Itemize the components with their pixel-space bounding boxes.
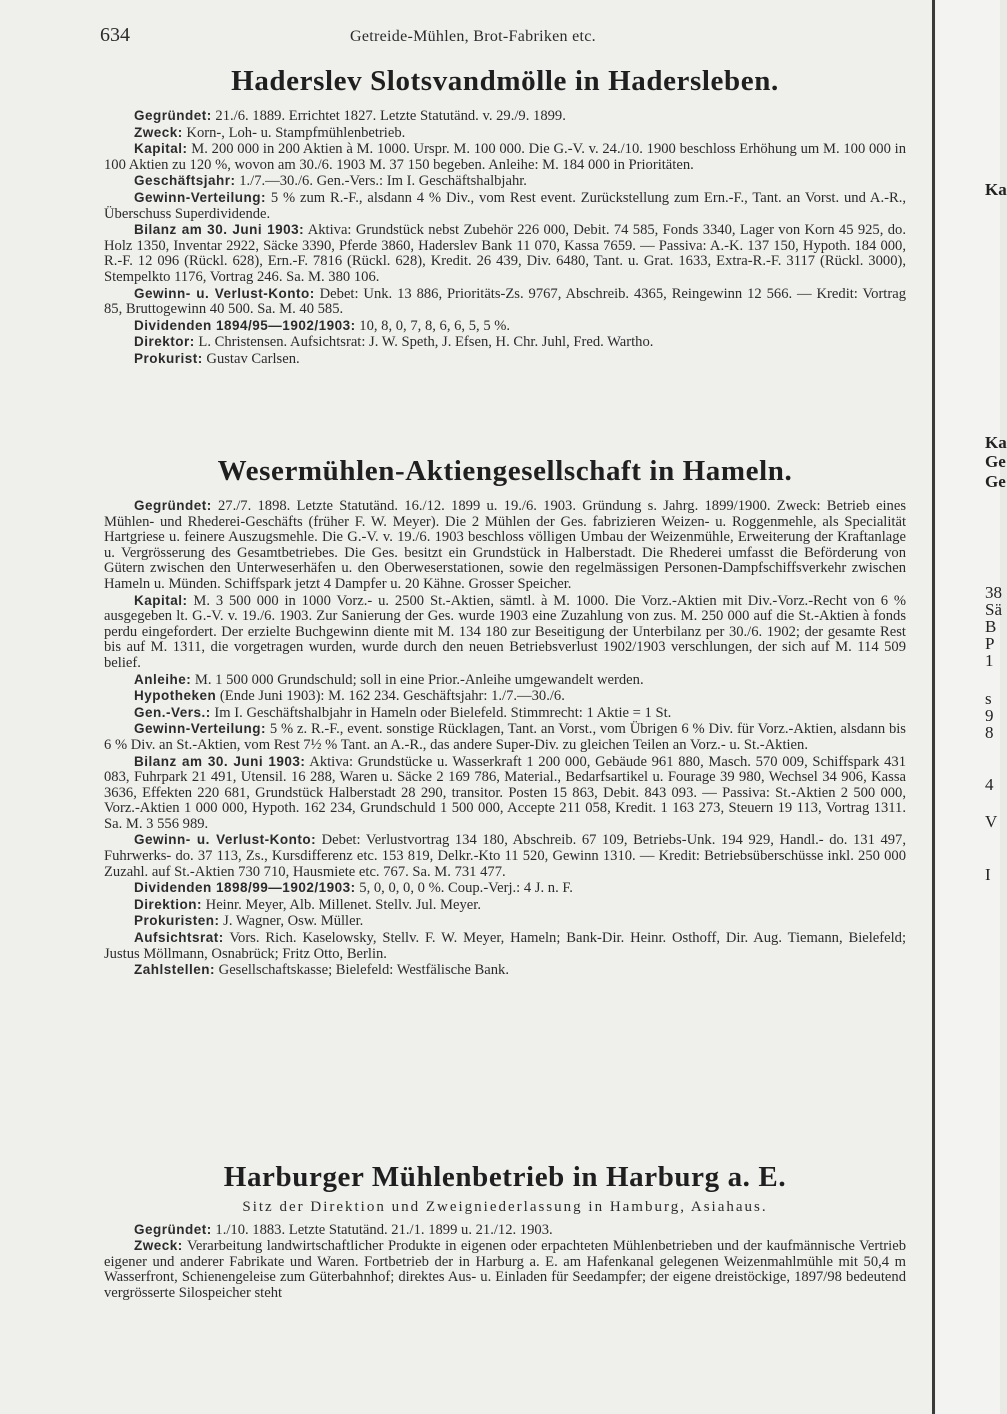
entry-key: Zweck: xyxy=(134,124,183,140)
company-title: Wesermühlen-Aktiengesellschaft in Hameln. xyxy=(217,455,793,487)
entry-paragraph xyxy=(104,125,906,142)
entry-text: 5, 0, 0, 0, 0 %. Coup.-Verj.: 4 J. n. F. xyxy=(355,880,573,897)
entry-paragraph xyxy=(104,1238,906,1301)
edge-fragment: 38 xyxy=(985,583,1002,602)
page-number: 634 xyxy=(100,24,130,46)
running-header xyxy=(100,24,920,54)
edge-fragment: 8 xyxy=(985,723,994,742)
entry-paragraph xyxy=(104,173,906,190)
entry-text: (Ende Juni 1903): M. 162 234. Geschäftsjahr: 1./7.—30./6. xyxy=(216,688,565,705)
entry-paragraph xyxy=(104,141,906,173)
edge-fragment: Ka xyxy=(985,433,1007,452)
entry-paragraph xyxy=(104,913,906,930)
entry-text: Im I. Geschäftshalbjahr in Hameln oder Bielefeld. Stimmrecht: 1 Aktie = 1 St. xyxy=(210,704,672,721)
entry-text: 1./7.—30./6. Gen.-Vers.: Im I. Geschäftshalbjahr. xyxy=(235,173,527,190)
entry-text: Gustav Carlsen. xyxy=(202,350,300,367)
edge-fragment: P xyxy=(985,634,995,653)
entry-text: Gesellschaftskasse; Bielefeld: Westfälische Bank. xyxy=(215,962,510,979)
entry-key: Kapital: xyxy=(134,141,188,157)
entry-paragraph xyxy=(104,897,906,914)
entry-text: M. 1 500 000 Grundschuld; soll in eine Prior.-Anleihe umgewandelt werden. xyxy=(191,671,644,688)
entry-paragraph xyxy=(104,962,906,979)
entry-text: 27./7. 1898. Letzte Statutänd. 16./12. 1899 u. 19./6. 1903. Gründung s. Jahrg. 1899/1900. Zweck: Betrieb eines Mühlen- und Rhederei-Geschäfts (früher F. W. Meyer). Die 2 Mühlen der Ges. fabrizieren Weizen- u. Roggenmehle, als Specialität Hartgriese u. feinere Auszugsmehle. Die G.-V. v. 19./6. 1903 beschloss völligen Umbau der Weizenmühle, Erweiterung der Kraftanlage u. Vergrösserung des Gesamtbetriebes. Die Ges. besitzt ein Grundstück in Halberstadt. Die Rhederei umfasst die Beförderung von Gütern zwischen den Unterweserhäfen u. den Oberweserstationen, sowie den regelmässigen Personen-Dampfschiffsverkehr zwischen Hameln u. Münden. Schiffspark jetzt 4 Dampfer u. 20 Kähne. Grosser Speicher. xyxy=(104,498,906,592)
company-title: Harburger Mühlenbetrieb in Harburg a. E. xyxy=(223,1161,787,1193)
edge-fragment: Ka xyxy=(985,180,1007,199)
entry-key: Anleihe: xyxy=(134,671,192,687)
entry-key: Hypotheken xyxy=(134,688,217,704)
page-gutter xyxy=(932,0,935,1414)
entry-paragraph xyxy=(104,593,906,672)
company-subtitle: Sitz der Direktion und Zweigniederlassung in Hamburg, Asiahaus. xyxy=(242,1199,768,1215)
entry-text: 5 % zum R.-F., alsdann 4 % Div., vom Rest event. Zurückstellung zum Ern.-F., Tant. an Vorst. und A.-R., Überschuss Superdividende. xyxy=(104,189,906,222)
entry-key: Prokuristen: xyxy=(134,913,220,929)
entry-paragraph xyxy=(104,190,906,222)
entry-text: J. Wagner, Osw. Müller. xyxy=(219,913,364,930)
edge-fragment: 1 xyxy=(985,651,994,670)
entry-key: Gewinn- u. Verlust-Konto: xyxy=(134,832,317,848)
entry-paragraph xyxy=(104,108,906,125)
entry-text: Heinr. Meyer, Alb. Millenet. Stellv. Jul. Meyer. xyxy=(202,896,481,913)
entry-key: Prokurist: xyxy=(134,350,203,366)
entry-text: 5 % z. R.-F., event. sonstige Rücklagen, Tant. an Vorst., vom Übrigen 6 % Div. für Vorz.-Aktien, alsdann bis 6 % Div. an St.-Aktien, vom Rest 7½ % Tant. an A.-R., das andere Super-Div. zu gleichen Teilen an Vorz.- u. St.-Aktien. xyxy=(104,721,906,753)
entry-key: Kapital: xyxy=(134,592,188,608)
entry-key: Gegründet: xyxy=(134,1221,212,1237)
entry-key: Direktor: xyxy=(134,334,195,350)
entry-paragraph xyxy=(104,754,906,833)
entry-text: Debet: Verlustvortrag 134 180, Abschreib. 67 109, Betriebs-Unk. 194 929, Handl.- do. 131 497, Fuhrwerks- do. 37 113, Zs., Kursdifferenz etc. 153 819, Delkr.-Kto 11 520, Gewinn 1310. — Kredit: Betriebsüberschüsse inkl. 250 000 Zuzahl. auf St.-Aktien 730 710, Hausmiete etc. 767. Sa. M. 731 477. xyxy=(104,832,906,880)
entry-paragraph xyxy=(104,672,906,689)
entry-key: Dividenden 1898/99—1902/1903: xyxy=(134,880,356,896)
entry-key: Gewinn- u. Verlust-Konto: xyxy=(134,285,315,301)
entry-key: Gegründet: xyxy=(134,108,212,123)
company-title: Haderslev Slotsvandmölle in Hadersleben. xyxy=(231,65,779,97)
entry-text: Aktiva: Grundstück nebst Zubehör 226 000, Debit. 74 585, Fonds 3340, Lager von Korn 45 925, do. Holz 1350, Inventar 2922, Säcke 3390, Pferde 3860, Haderslev Bank 11 070, Kassa 7659. — Passiva: A.-K. 137 150, Hypoth. 184 000, R.-F. 12 096 (Rückl. 628), Ern.-F. 7816 (Rückl. 628), Kredit. 26 439, Div. 6480, Tant. u. Grat. 1633, Extra-R.-F. 3117 (Rückl. 3000), Stempelkto 1176, Vortrag 246. Sa. M. 380 106. xyxy=(104,222,906,285)
entry-text: Aktiva: Grundstücke u. Wasserkraft 1 200 000, Gebäude 961 880, Masch. 570 009, Schiffspark 431 083, Fuhrpark 21 491, Utensil. 16 288, Waren u. Säcke 2 169 786, Material., Bedarfsartikel u. Fourage 39 980, Wechsel 34 906, Kassa 3636, Effekten 220 681, Grundstück Halberstadt 28 290, transitor. Posten 15 863, Debit. 843 093. — Passiva: St.-Aktien 2 500 000, Vorz.-Aktien 1 000 000, Hypoth. 162 234, Grundschuld 1 500 000, Accepte 211 058, Kredit. 1 163 273, Steuern 19 113, Vortrag 1311. Sa. M. 3 556 989. xyxy=(104,753,906,832)
entry-paragraph xyxy=(104,688,906,705)
entry-key: Zweck: xyxy=(134,1238,183,1254)
company-entry-harburger xyxy=(104,1160,906,1302)
company-entry-wesermuehlen xyxy=(104,454,906,979)
running-title: Getreide-Mühlen, Brot-Fabriken etc. xyxy=(350,28,596,45)
edge-fragment: I xyxy=(985,865,991,884)
company-entry-haderslev xyxy=(104,64,906,368)
entry-key: Bilanz am 30. Juni 1903: xyxy=(134,753,306,769)
entry-key: Direktion: xyxy=(134,896,203,912)
entry-text: Debet: Unk. 13 886, Prioritäts-Zs. 9767, Abschreib. 4365, Reingewinn 12 566. — Kredit: Vortrag 85, Bruttogewinn 40 500. Sa. M. 40 585. xyxy=(104,285,906,318)
entry-key: Aufsichtsrat: xyxy=(134,930,224,946)
entry-paragraph xyxy=(104,1222,906,1239)
entry-text: 21./6. 1889. Errichtet 1827. Letzte Statutänd. v. 29./9. 1899. xyxy=(211,108,566,124)
entry-paragraph xyxy=(104,351,906,368)
edge-fragment: V xyxy=(985,812,998,831)
entry-paragraph xyxy=(104,705,906,722)
edge-fragment: Ge xyxy=(985,452,1006,471)
entry-paragraph xyxy=(104,334,906,351)
entry-text: Vors. Rich. Kaselowsky, Stellv. F. W. Meyer, Hameln; Bank-Dir. Heinr. Osthoff, Dir. Aug. Tiemann, Bielefeld; Justus Möllmann, Osnabrück; Fritz Otto, Berlin. xyxy=(104,930,906,962)
entry-paragraph xyxy=(104,286,906,318)
entry-paragraph xyxy=(104,498,906,593)
entry-key: Dividenden 1894/95—1902/1903: xyxy=(134,317,356,333)
entry-key: Zahlstellen: xyxy=(134,962,216,978)
edge-fragment: B xyxy=(985,617,997,636)
entry-key: Bilanz am 30. Juni 1903: xyxy=(134,222,305,238)
entry-text: L. Christensen. Aufsichtsrat: J. W. Speth, J. Efsen, H. Chr. Juhl, Fred. Wartho. xyxy=(194,334,654,351)
edge-fragment: 4 xyxy=(985,775,994,794)
entry-key: Gewinn-Verteilung: xyxy=(134,189,267,205)
entry-text: 10, 8, 0, 7, 8, 6, 6, 5, 5 %. xyxy=(355,317,511,334)
entry-key: Gewinn-Verteilung: xyxy=(134,721,267,737)
entry-paragraph xyxy=(104,318,906,335)
entry-text: Korn-, Loh- u. Stampfmühlenbetrieb. xyxy=(182,124,406,141)
edge-fragment: 9 xyxy=(985,706,994,725)
entry-paragraph xyxy=(104,832,906,880)
entry-text: M. 200 000 in 200 Aktien à M. 1000. Urspr. M. 100 000. Die G.-V. v. 24./10. 1900 beschloss Erhöhung um M. 100 000 in 100 Aktien zu 120 %, wovon am 30./6. 1903 M. 37 150 begeben. Anleihe: M. 184 000 in Prioritäten. xyxy=(104,141,906,173)
entry-text: 1./10. 1883. Letzte Statutänd. 21./1. 1899 u. 21./12. 1903. xyxy=(211,1221,553,1238)
entry-text: M. 3 500 000 in 1000 Vorz.- u. 2500 St.-Aktien, sämtl. à M. 1000. Die Vorz.-Aktien mit Div.-Vorz.-Recht von 6 % ausgegeben lt. G.-V. v. 19./6. 1903. Zur Sanierung der Ges. wurde 1903 eine Zuzahlung von zus. M. 250 000 auf die St.-Aktien à fonds perdu eingefordert. Der erzielte Buchgewinn diente mit M. 134 180 zur Beseitigung der Unterbilanz per 30./6. 1902; der gesamte Rest bis auf M. 1311, die vorgetragen wurden, wurde durch den neuen Betriebsverlust 1902/1903 verschlungen, der sich auf M. 114 509 belief. xyxy=(104,592,906,671)
entry-paragraph xyxy=(104,930,906,962)
entry-key: Geschäftsjahr: xyxy=(134,173,236,189)
entry-paragraph xyxy=(104,721,906,753)
entry-paragraph xyxy=(104,222,906,285)
entry-paragraph xyxy=(104,880,906,897)
entry-text: Verarbeitung landwirtschaftlicher Produkte in eigenen oder erpachteten Mühlenbetrieben und der kaufmännische Vertrieb eigener und anderer Fabrikate und Waren. Fortbetrieb der in Harburg a. E. am Hafenkanal gelegenen Weizenmahlmühle mit 50,4 m Wasserfront, Schienengeleise zum Güterbahnhof; direktes Aus- u. Einladen für Seedampfer; der eigene dreistöckige, 1897/98 bedeutend vergrösserte Silospeicher steht xyxy=(104,1238,906,1301)
edge-fragment: Ge xyxy=(985,472,1006,491)
entry-key: Gegründet: xyxy=(134,498,212,513)
entry-key: Gen.-Vers.: xyxy=(134,704,211,720)
edge-fragment: Sä xyxy=(985,600,1002,619)
edge-fragment: s xyxy=(985,689,992,708)
